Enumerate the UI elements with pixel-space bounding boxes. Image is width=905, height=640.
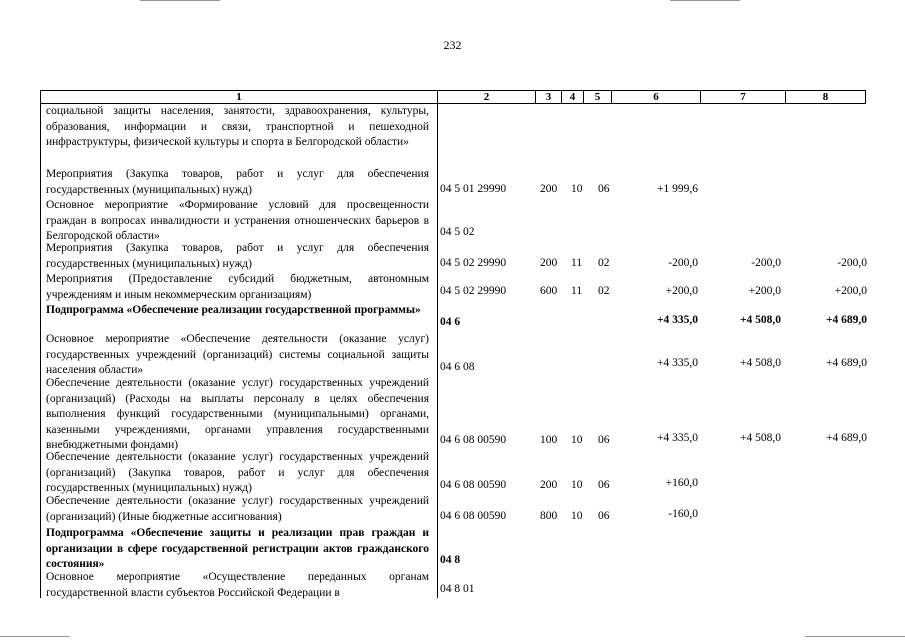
scan-edge-line [0,636,70,637]
row-7-c3: 100 [540,434,558,446]
row-9-c3: 800 [540,510,558,522]
row-7-name: Обеспечение деятельности (оказание услуг) государственных учреждений (организаций) (Расходы на выплаты персоналу в целях обеспечения выполнения функций государственными (муниципальными) органами, казенными учреждениями, органами управления государственными внебюджетными фондами) [46,377,429,452]
row-3-c7: -200,0 [751,257,781,269]
row-3-c3: 200 [540,257,558,269]
row-0-name: социальной защиты населения, занятости, здравоохранения, культуры, образования, информации и связи, транспортной и пешеходной инфраструктуры, физической культуры и спорта в Белгородской области» [46,105,429,149]
row-1-name: Мероприятия (Закупка товаров, работ и услуг для обеспечения государственных (муниципальных) нужд) [46,168,429,196]
row-8-c5: 06 [598,479,610,491]
header-col-3: 3 [535,91,561,103]
row-7-c6: +4 335,0 [657,432,698,444]
row-11-code: 04 8 01 [440,583,475,595]
scan-edge-line [140,0,220,1]
row-5-name: Подпрограмма «Обеспечение реализации государственной программы» [46,304,421,316]
row-9-c6: -160,0 [668,508,698,520]
header-col-1: 1 [40,91,437,103]
row-10-code: 04 8 [440,554,461,566]
row-4-c4: 11 [571,285,583,297]
row-8-c3: 200 [540,479,558,491]
row-3-c8: -200,0 [837,257,867,269]
row-4-c7: +200,0 [748,285,781,297]
header-col-4: 4 [561,91,583,103]
header-col-6: 6 [611,91,700,103]
row-3-c6: -200,0 [668,257,698,269]
table-border-col-2 [437,102,438,598]
row-3-name: Мероприятия (Закупка товаров, работ и услуг для обеспечения государственных (муниципальных) нужд) [46,242,429,270]
row-4-c8: +200,0 [834,285,867,297]
table-border-left [40,102,41,598]
row-10-name: Подпрограмма «Обеспечение защиты и реализации прав граждан и организации в сфере государственной регистрации актов гражданского состояния» [46,527,429,571]
row-4-c3: 600 [540,285,558,297]
row-9-c4: 10 [571,510,583,522]
row-4-c5: 02 [598,285,610,297]
header-col-7: 7 [700,91,785,103]
row-2-code: 04 5 02 [440,226,475,238]
row-8-c4: 10 [571,479,583,491]
scan-edge-line [805,636,905,637]
scan-edge-line [670,0,740,1]
row-2-name: Основное мероприятие «Формирование условий для просвещенности граждан в вопросах инвалидности и устранения отношенческих барьеров в Белгородской области» [46,199,429,243]
row-1-c4: 10 [571,183,583,195]
header-col-2: 2 [437,91,535,103]
row-7-c5: 06 [598,434,610,446]
table-header [40,90,866,104]
row-7-c4: 10 [571,434,583,446]
row-9-c5: 06 [598,510,610,522]
row-1-c5: 06 [598,183,610,195]
row-11-name: Основное мероприятие «Осуществление переданных органам государственной власти субъектов Российской Федерации в [46,571,429,599]
row-5-c7: +4 508,0 [739,314,781,326]
header-col-8: 8 [785,91,866,103]
row-5-c8: +4 689,0 [825,314,867,326]
row-7-code: 04 6 08 00590 [440,434,507,446]
row-6-code: 04 6 08 [440,361,475,373]
row-8-code: 04 6 08 00590 [440,479,507,491]
row-6-c8: +4 689,0 [826,357,867,369]
row-4-name: Мероприятия (Предоставление субсидий бюджетным, автономным учреждениям и иным некоммерческим организациям) [46,273,429,301]
row-9-name: Обеспечение деятельности (оказание услуг) государственных учреждений (организаций) (Иные бюджетные ассигнования) [46,495,429,523]
row-6-c6: +4 335,0 [657,357,698,369]
row-3-c5: 02 [598,257,610,269]
row-7-c8: +4 689,0 [826,432,867,444]
row-1-c3: 200 [540,183,558,195]
row-4-code: 04 5 02 29990 [440,285,507,297]
row-9-code: 04 6 08 00590 [440,510,507,522]
row-1-c6: +1 999,6 [657,183,698,195]
row-6-name: Основное мероприятие «Обеспечение деятельности (оказание услуг) государственных учреждений (организаций) системы социальной защиты населения области» [46,333,429,377]
row-3-code: 04 5 02 29990 [440,257,507,269]
row-7-c7: +4 508,0 [740,432,781,444]
row-5-code: 04 6 [440,316,461,328]
row-8-name: Обеспечение деятельности (оказание услуг) государственных учреждений (организаций) (Закупка товаров, работ и услуг для обеспечения государственных (муниципальных) нужд) [46,451,429,495]
page-number: 232 [443,38,462,52]
row-1-code: 04 5 01 29990 [440,183,507,195]
header-col-5: 5 [583,91,611,103]
row-4-c6: +200,0 [665,285,698,297]
row-6-c7: +4 508,0 [740,357,781,369]
row-3-c4: 11 [571,257,583,269]
row-5-c6: +4 335,0 [656,314,698,326]
row-8-c6: +160,0 [665,477,698,489]
